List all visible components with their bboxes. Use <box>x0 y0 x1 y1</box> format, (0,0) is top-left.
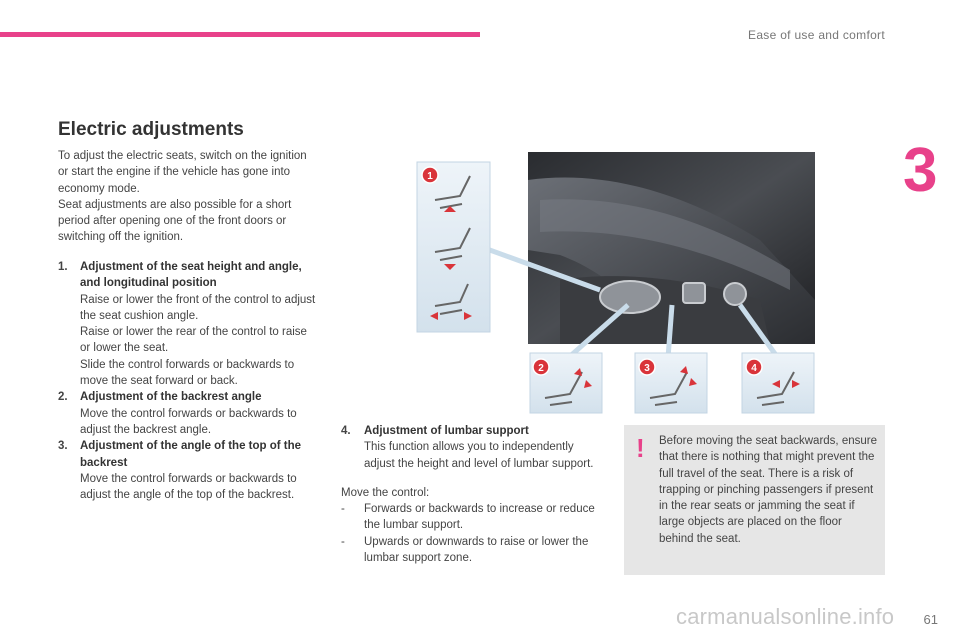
move-heading: Move the control: <box>341 486 430 499</box>
item-number: 1. <box>58 261 68 273</box>
item-title: Adjustment of the angle of the top of the backrest <box>80 440 302 469</box>
callout-panel-1 <box>417 162 490 332</box>
item-title: Adjustment of the backrest angle <box>80 391 262 404</box>
chapter-number: 3 <box>903 136 938 205</box>
item-line: Move the control forwards or backwards to adjust the backrest angle. <box>80 407 297 436</box>
item-line: Raise or lower the front of the control to adjust the seat cushion angle. <box>80 293 316 322</box>
item-number: 2. <box>58 391 68 404</box>
item-number: 3. <box>58 440 68 453</box>
item-line: Slide the control forwards or backwards to move the seat forward or back. <box>80 358 295 388</box>
watermark: carmanualsonline.info <box>676 604 895 629</box>
callout-badge-label: 4 <box>751 363 757 374</box>
callout-badge-label: 3 <box>644 363 650 374</box>
item-title: Adjustment of the seat height and angle, and longitudinal position <box>80 261 302 290</box>
bullet-text: Forwards or backwards to increase or reduce the lumbar support. <box>364 503 595 532</box>
intro-paragraph: To adjust the electric seats, switch on the ignition or start the engine if the vehicle has gone into economy mode. <box>58 150 307 195</box>
item-line: Move the control forwards or backwards to adjust the angle of the top of the backrest. <box>80 472 297 502</box>
callout-badge-label: 2 <box>538 363 544 374</box>
section-title: Ease of use and comfort <box>748 28 885 42</box>
lumbar-control-knob <box>724 283 746 305</box>
item-number: 4. <box>341 425 351 437</box>
lumbar-control-switch <box>683 283 705 303</box>
item-line: Raise or lower the rear of the control to raise or lower the seat. <box>80 326 307 355</box>
warning-icon: ! <box>636 433 645 463</box>
bullet-dash: - <box>341 503 345 516</box>
warning-text: Before moving the seat backwards, ensure that there is nothing that might prevent the full travel of the seat. There is a risk of trapping or pinching passengers if present in the rear seats or jamming the seat if large objects are placed on the floor behind the seat. <box>659 435 877 545</box>
callout-badge-label: 1 <box>427 171 433 182</box>
page-title: Electric adjustments <box>58 119 244 140</box>
item-line: This function allows you to independently adjust the height and level of lumbar support. <box>364 441 594 470</box>
item-title: Adjustment of lumbar support <box>364 425 529 437</box>
bullet-dash: - <box>341 535 345 548</box>
seat-control-switch <box>600 281 660 313</box>
intro-paragraph: Seat adjustments are also possible for a short period after opening one of the front doors or switching off the ignition. <box>58 198 292 244</box>
bullet-text: Upwards or downwards to raise or lower the lumbar support zone. <box>364 535 589 565</box>
page-number: 61 <box>923 612 938 627</box>
